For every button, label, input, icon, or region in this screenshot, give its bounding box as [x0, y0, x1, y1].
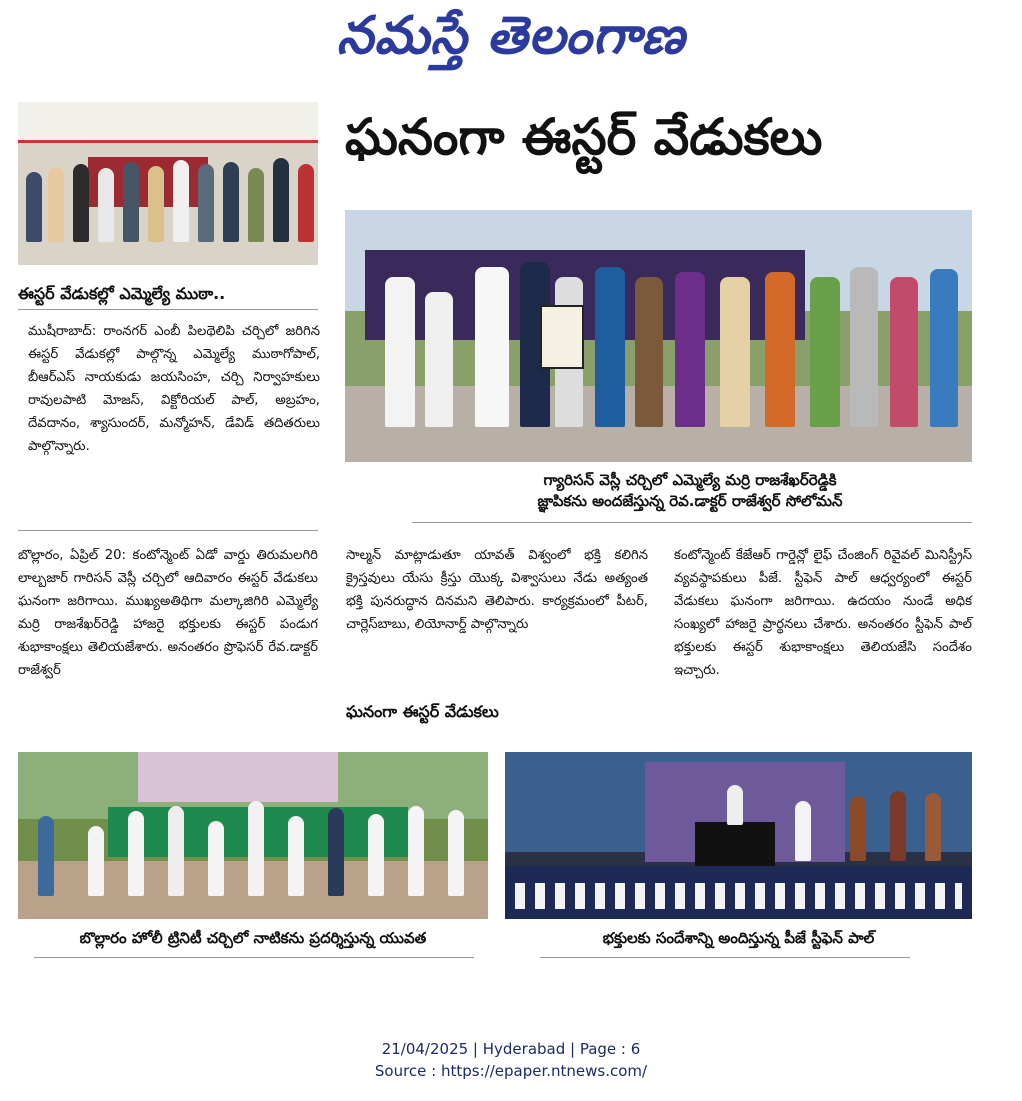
column-3-text: కంటోన్మెంట్ కేజేఆర్ గార్డెన్లో లైఫ్ చేంజింగ్ రివైవల్ మినిస్ట్రీస్ వ్యవస్థాపకులు పీజే. స్టీఫెన్ పాల్ ఆధ్వర్యంలో ఈస్టర్ వేడుకలు ఘనంగా జరిగాయి. ఉదయం నుండే అధిక సంఖ్యలో హాజరై ప్రార్థనలు చేశారు. అనంతరం స్టీఫెన్ పాల్ భక్తులకు ఈస్టర్ శుభాకాంక్షలు తెలియజేసి సందేశం ఇచ్చారు. — [674, 548, 972, 678]
main-caption-line2: జ్ఞాపికను అందజేస్తున్న రెవ.డాక్టర్ రాజేశ్వర్ సోలోమన్ — [537, 492, 843, 510]
main-event-photo — [345, 210, 972, 462]
divider — [34, 957, 474, 958]
divider — [412, 522, 972, 523]
main-headline: ఘనంగా ఈస్టర్ వేడుకలు — [345, 108, 823, 166]
newspaper-masthead: నమస్తే తెలంగాణ — [336, 6, 686, 66]
bottom-right-caption: భక్తులకు సందేశాన్ని అందిస్తున్న పీజే స్టీఫెన్ పాల్ — [602, 929, 875, 947]
divider — [18, 530, 318, 531]
footer — [0, 1038, 1022, 1082]
main-photo-caption — [410, 470, 970, 512]
column-1-text: బొల్లారం, ఏప్రిల్ 20: కంటోన్మెంట్ ఏడో వార్డు తిరుమలగిరి లాల్బజార్ గారిసన్ వెస్లీ చర్చిలో ఆదివారం ఈస్టర్ వేడుకలు ఘనంగా జరిగాయి. ముఖ్యఅతిథిగా మల్కాజిగిరి ఎమ్మెల్యే మర్రి రాజశేఖర్‌రెడ్డి హాజరై భక్తులకు ఈస్టర్ పండుగ శుభాకాంక్షలు తెలియజేశారు. అనంతరం ప్రొఫెసర్ రేవ.డాక్టర్ రాజేశ్వర్ — [18, 548, 318, 678]
bottom-left-caption: బొల్లారం హోలీ ట్రినిటీ చర్చిలో నాటికను ప్రదర్శిస్తున్న యువత — [79, 929, 427, 947]
footer-source-line: Source : https://epaper.ntnews.com/ — [374, 1062, 648, 1080]
divider — [540, 957, 910, 958]
footer-date-line: 21/04/2025 | Hyderabad | Page : 6 — [381, 1040, 641, 1058]
main-caption-line1: గ్యారిసన్ వెస్లీ చర్చిలో ఎమ్మెల్యే మర్రి రాజశేఖర్‌రెడ్డికి — [543, 471, 837, 489]
left-story-subhead: ఈస్టర్ వేడుకల్లో ఎమ్మెల్యే ముఠా.. — [18, 284, 226, 303]
mla-event-photo — [18, 102, 318, 265]
column-2-text: సాల్మన్ మాట్లాడుతూ యావత్ విశ్వంలో భక్తి కలిగిన క్రైస్తవులు యేసు క్రీస్తు యొక్క విశ్వాసులు నేడు అత్యంత భక్తి పునరుద్ధాన దినమని తెలిపారు. కార్యక్రమంలో పీటర్, చార్లెస్‌బాబు, లియోనార్డ్ పాల్గొన్నారు — [346, 548, 648, 632]
column-2-subhead: ఘనంగా ఈస్టర్ వేడుకలు — [346, 702, 499, 721]
stephen-paul-stage-photo — [505, 752, 972, 919]
left-story-body: ముషీరాబాద్: రాంనగర్ ఎంబీ పిలథెలిపి చర్చిలో జరిగిన ఈస్టర్ వేడుకల్లో పాల్గొన్న ఎమ్మెల్యే ముఠాగోపాల్, బీఆర్ఎస్ నాయకుడు జయసింహ, చర్చి నిర్వాహకులు రావులపాటి మోజస్, విక్టోరియల్ పాల్, అబ్రహం, దేవదానం, శ్యాసుందర్, మన్మోహన్, డేవిడ్ తదితరులు పాల్గొన్నారు. — [28, 324, 320, 454]
youth-skit-photo — [18, 752, 488, 919]
divider — [18, 309, 318, 310]
